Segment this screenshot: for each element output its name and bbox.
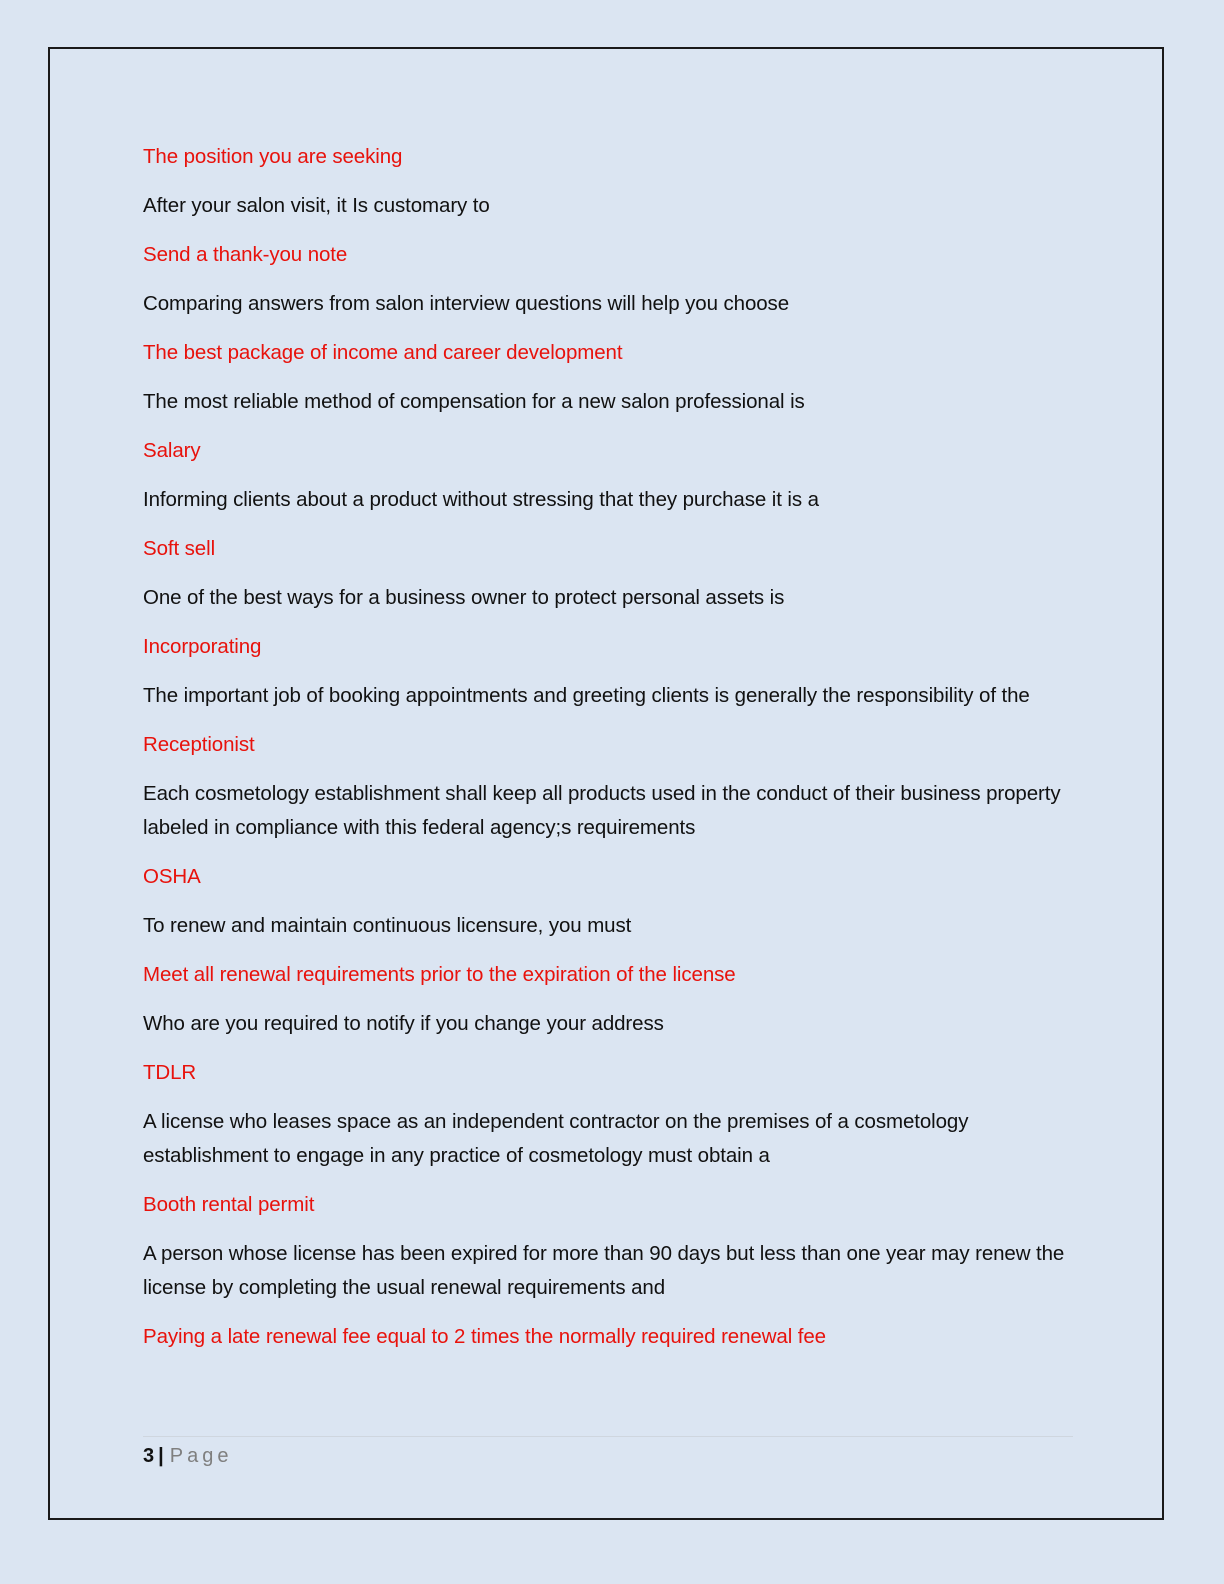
footer-separator: | xyxy=(158,1445,164,1467)
question-line: Comparing answers from salon interview questions will help you choose xyxy=(143,292,789,315)
question-line: After your salon visit, it Is customary to xyxy=(143,194,490,217)
answer-line: Salary xyxy=(143,439,201,462)
question-line: One of the best ways for a business owner to protect personal assets is xyxy=(143,586,785,609)
answer-line: OSHA xyxy=(143,865,201,888)
question-line: Who are you required to notify if you change your address xyxy=(143,1012,664,1035)
question-line: To renew and maintain continuous licensure, you must xyxy=(143,914,632,937)
page-footer xyxy=(143,1436,1073,1471)
page-number: 3 xyxy=(143,1445,155,1467)
question-line: A person whose license has been expired for more than 90 days but less than one year may renew the license by completing the usual renewal requirements and xyxy=(143,1242,1065,1299)
answer-line: TDLR xyxy=(143,1061,197,1084)
question-line: Informing clients about a product without stressing that they purchase it is a xyxy=(143,488,819,511)
answer-line: Send a thank-you note xyxy=(143,243,348,266)
answer-line: The best package of income and career development xyxy=(143,341,623,364)
answer-line: Incorporating xyxy=(143,635,262,658)
answer-line: Receptionist xyxy=(143,733,255,756)
question-line: The important job of booking appointments and greeting clients is generally the responsibility of the xyxy=(143,684,1030,707)
question-line: Each cosmetology establishment shall keep all products used in the conduct of their business property labeled in compliance with this federal agency;s requirements xyxy=(143,782,1061,839)
document-body xyxy=(143,140,1073,1369)
answer-line: Paying a late renewal fee equal to 2 times the normally required renewal fee xyxy=(143,1325,826,1348)
answer-line: Soft sell xyxy=(143,537,216,560)
answer-line: The position you are seeking xyxy=(143,145,403,168)
page-label: Page xyxy=(169,1445,233,1467)
question-line: A license who leases space as an independent contractor on the premises of a cosmetology establishment to engage in any practice of cosmetology must obtain a xyxy=(143,1110,969,1167)
answer-line: Booth rental permit xyxy=(143,1193,315,1216)
answer-line: Meet all renewal requirements prior to the expiration of the license xyxy=(143,963,736,986)
question-line: The most reliable method of compensation for a new salon professional is xyxy=(143,390,805,413)
